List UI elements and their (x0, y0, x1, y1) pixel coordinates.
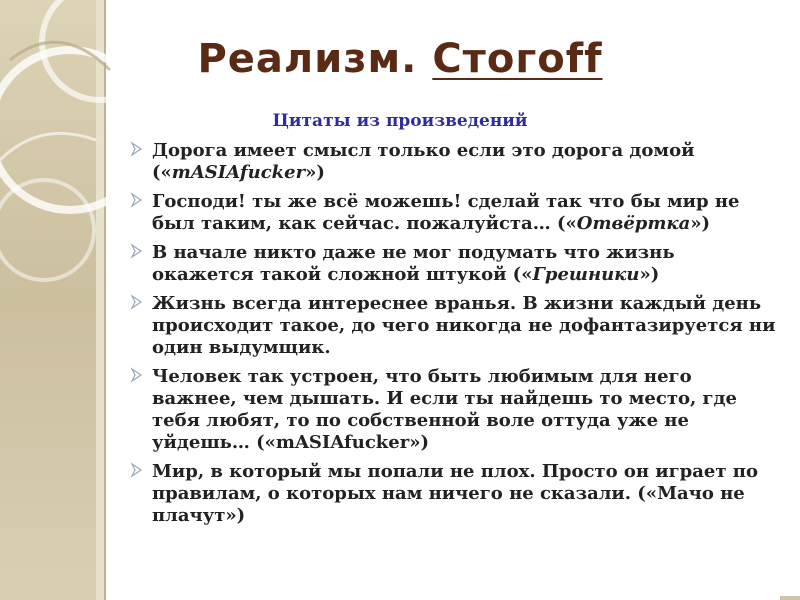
open-arrow-bullet-icon (130, 462, 144, 478)
quote-close: ») (639, 264, 660, 285)
open-arrow-bullet-icon (130, 141, 144, 157)
quotes-list (130, 140, 780, 534)
page-title (0, 36, 800, 82)
subtitle: Цитаты из произведений (272, 111, 528, 131)
title-main: Реализм. (197, 36, 418, 82)
list-item (130, 140, 780, 184)
quote-source: Отвёртка (576, 213, 691, 234)
open-arrow-bullet-icon (130, 243, 144, 259)
list-item (130, 461, 780, 527)
list-item (130, 293, 780, 359)
title-author: Стогоff (432, 36, 603, 82)
quote-close: ») (305, 162, 325, 183)
quote-text: Господи! ты же всё можешь! сделай так что бы мир не был таким, как сейчас. пожалуйста… (« (152, 191, 740, 234)
open-arrow-bullet-icon (130, 192, 144, 208)
list-item (130, 191, 780, 235)
quote-source: Грешники (532, 264, 640, 285)
list-item (130, 366, 780, 454)
quote-text: Жизнь всегда интереснее вранья. В жизни каждый день происходит такое, до чего никогда не дофантазируется ни один выдумщик. (152, 293, 776, 358)
quote-text: В начале никто даже не мог подумать что жизнь окажется такой сложной штукой (« (152, 242, 675, 285)
quote-text: Дорога имеет смысл только если это дорога домой (« (152, 140, 695, 183)
quote-text: Мир, в который мы попали не плох. Просто он играет по правилам, о которых нам ничего не сказали. («Мачо не плачут») (152, 461, 758, 526)
open-arrow-bullet-icon (130, 367, 144, 383)
list-item (130, 242, 780, 286)
quote-source: mASIAfucker (171, 162, 306, 183)
quote-close: ») (690, 213, 711, 234)
open-arrow-bullet-icon (130, 294, 144, 310)
quote-text: Человек так устроен, что быть любимым для него важнее, чем дышать. И если ты найдешь то место, где тебя любят, то по собственной воле оттуда уже не уйдешь… («mASIAfucker») (152, 366, 738, 453)
